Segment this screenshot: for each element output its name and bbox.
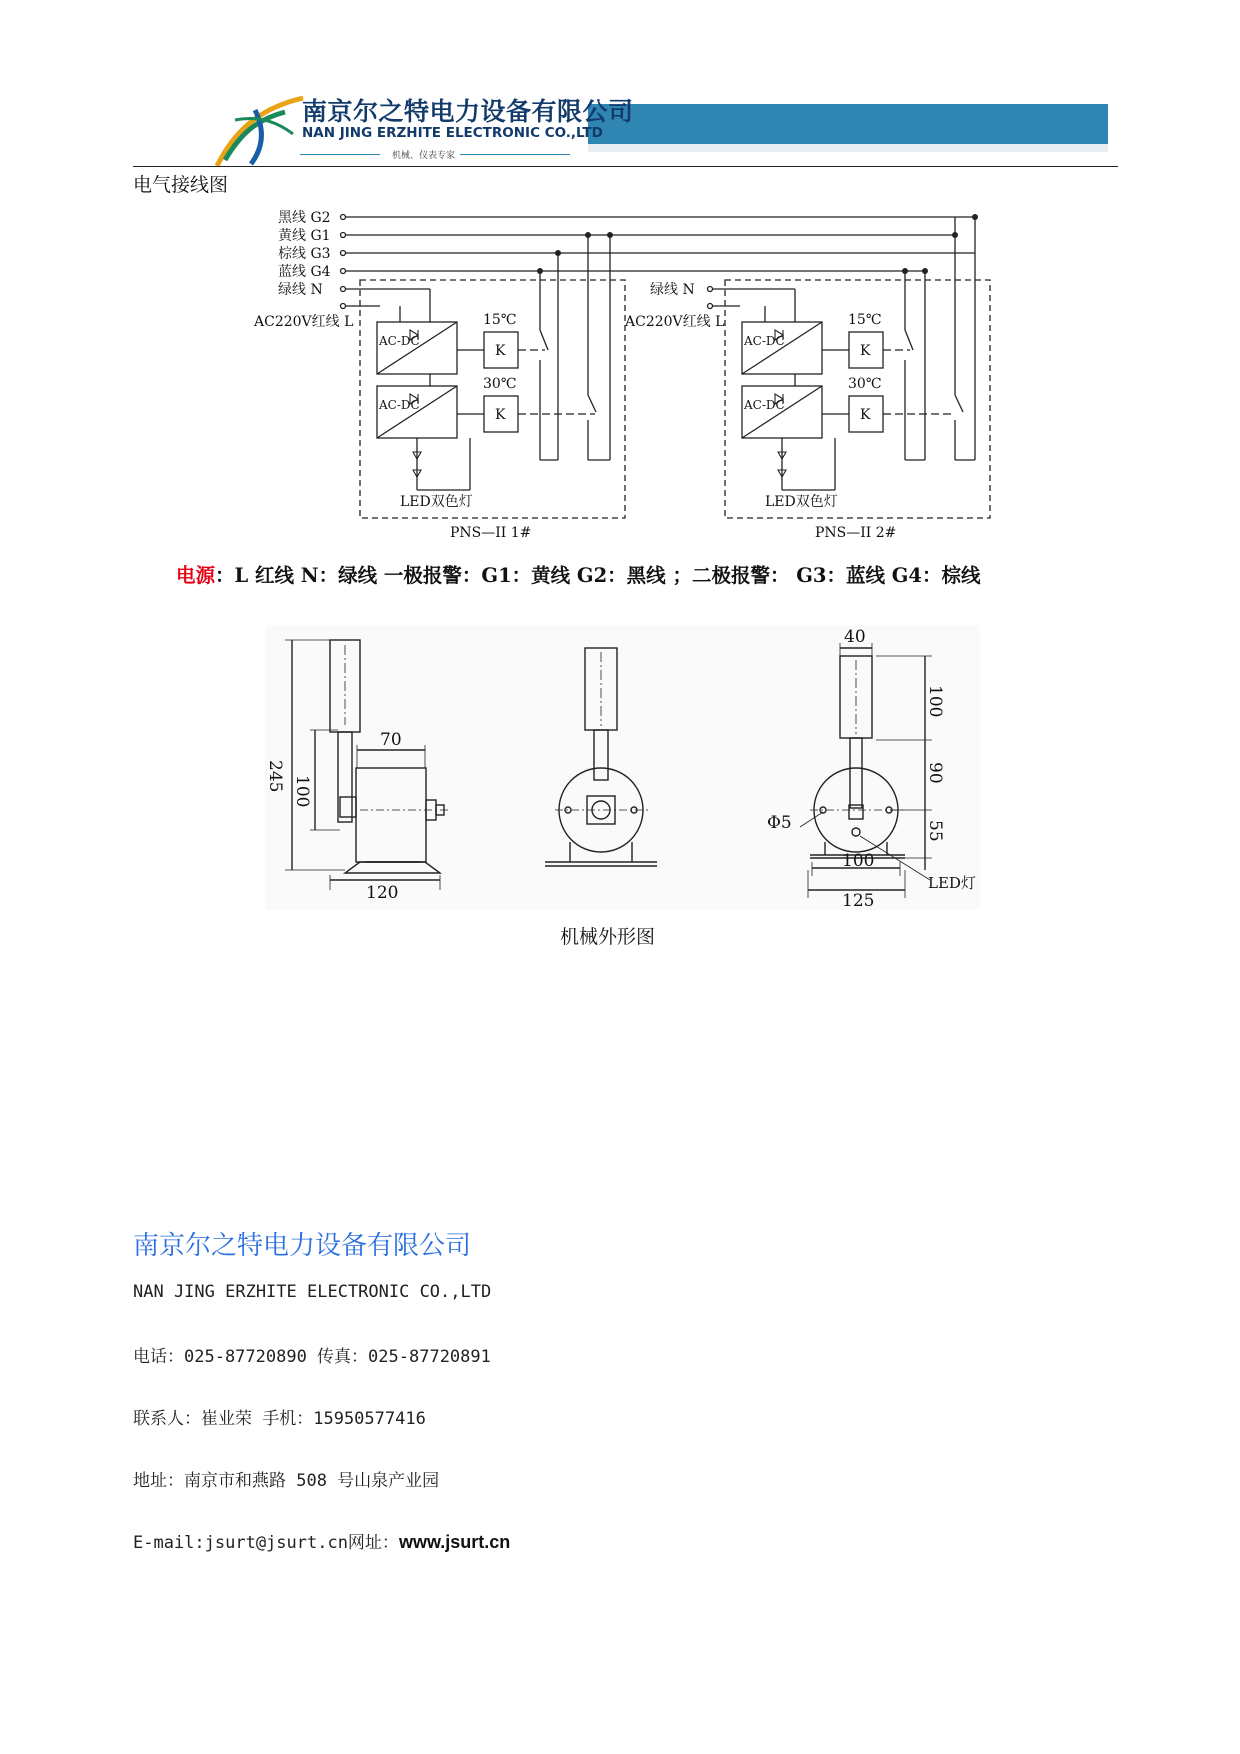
unit1-acdc-2: AC-DC	[379, 398, 420, 412]
dim-rod-width: 40	[844, 627, 866, 647]
header-company-name: 南京尔之特电力设备有限公司	[302, 97, 634, 126]
dim-base-width: 120	[366, 883, 399, 903]
dim-base-length: 125	[842, 891, 875, 911]
unit2-n-label: 绿线 N	[650, 282, 695, 298]
unit2-model: PNS—II 2#	[815, 525, 897, 541]
unit1-l-label: AC220V红线 L	[254, 314, 354, 330]
footer-address: 地址：南京市和燕路 508 号山泉产业园	[133, 1471, 440, 1491]
wiring-section-title: 电气接线图	[133, 174, 229, 196]
wire-label-g1: 黄线 G1	[278, 228, 331, 244]
unit1-temp1: 15℃	[483, 312, 517, 328]
dim-shaft-length: 90	[925, 762, 945, 784]
footer-phone-fax: 电话：025-87720890 传真：025-87720891	[133, 1347, 491, 1367]
footer-email-line	[133, 1528, 510, 1553]
unit1-temp2: 30℃	[483, 376, 517, 392]
dim-hole: Φ5	[767, 813, 792, 833]
dim-rod-length: 100	[925, 685, 945, 718]
dim-total-height: 245	[265, 760, 285, 793]
wire-label-g4: 蓝线 G4	[278, 264, 331, 280]
unit2-led-label: LED双色灯	[765, 494, 838, 510]
unit2-relay2: K	[860, 407, 871, 423]
dim-hole-spacing: 100	[842, 851, 875, 871]
unit2-temp2: 30℃	[848, 376, 882, 392]
unit2-temp1: 15℃	[848, 312, 882, 328]
footer-company-english: NAN JING ERZHITE ELECTRONIC CO.,LTD	[133, 1282, 492, 1302]
unit1-relay1: K	[495, 343, 506, 359]
dim-lower-height: 55	[925, 820, 945, 842]
legend-power-label: 电源	[176, 564, 216, 587]
footer-company-name: 南京尔之特电力设备有限公司	[133, 1231, 472, 1261]
wire-label-g2: 黑线 G2	[278, 210, 331, 226]
unit2-l-label: AC220V红线 L	[625, 314, 725, 330]
legend-text: ：L 红线 N：绿线 一极报警：G1：黄线 G2：黑线 ；二极报警： G3：蓝线 G4：棕线	[215, 564, 981, 587]
unit1-relay2: K	[495, 407, 506, 423]
unit1-model: PNS—II 1#	[450, 525, 532, 541]
header-slogan: 机械、仪表专家	[392, 151, 456, 161]
mechanical-caption: 机械外形图	[560, 926, 656, 948]
dim-body-width: 70	[380, 730, 402, 750]
unit2-acdc-2: AC-DC	[744, 398, 785, 412]
wire-label-n: 绿线 N	[278, 282, 323, 298]
wire-label-g3: 棕线 G3	[278, 246, 331, 262]
footer-email: E-mail:jsurt@jsurt.cn网址：	[133, 1533, 399, 1553]
footer-contact: 联系人：崔业荣 手机：15950577416	[133, 1409, 426, 1429]
unit1-acdc-1: AC-DC	[379, 334, 420, 348]
footer-website-link[interactable]: www.jsurt.cn	[398, 1532, 511, 1552]
header-company-english: NAN JING ERZHITE ELECTRONIC CO.,LTD	[302, 125, 603, 141]
dim-shaft-height: 100	[292, 775, 312, 808]
unit1-led-label: LED双色灯	[400, 494, 473, 510]
unit2-relay1: K	[860, 343, 871, 359]
led-label: LED灯	[928, 874, 976, 892]
unit2-acdc-1: AC-DC	[744, 334, 785, 348]
